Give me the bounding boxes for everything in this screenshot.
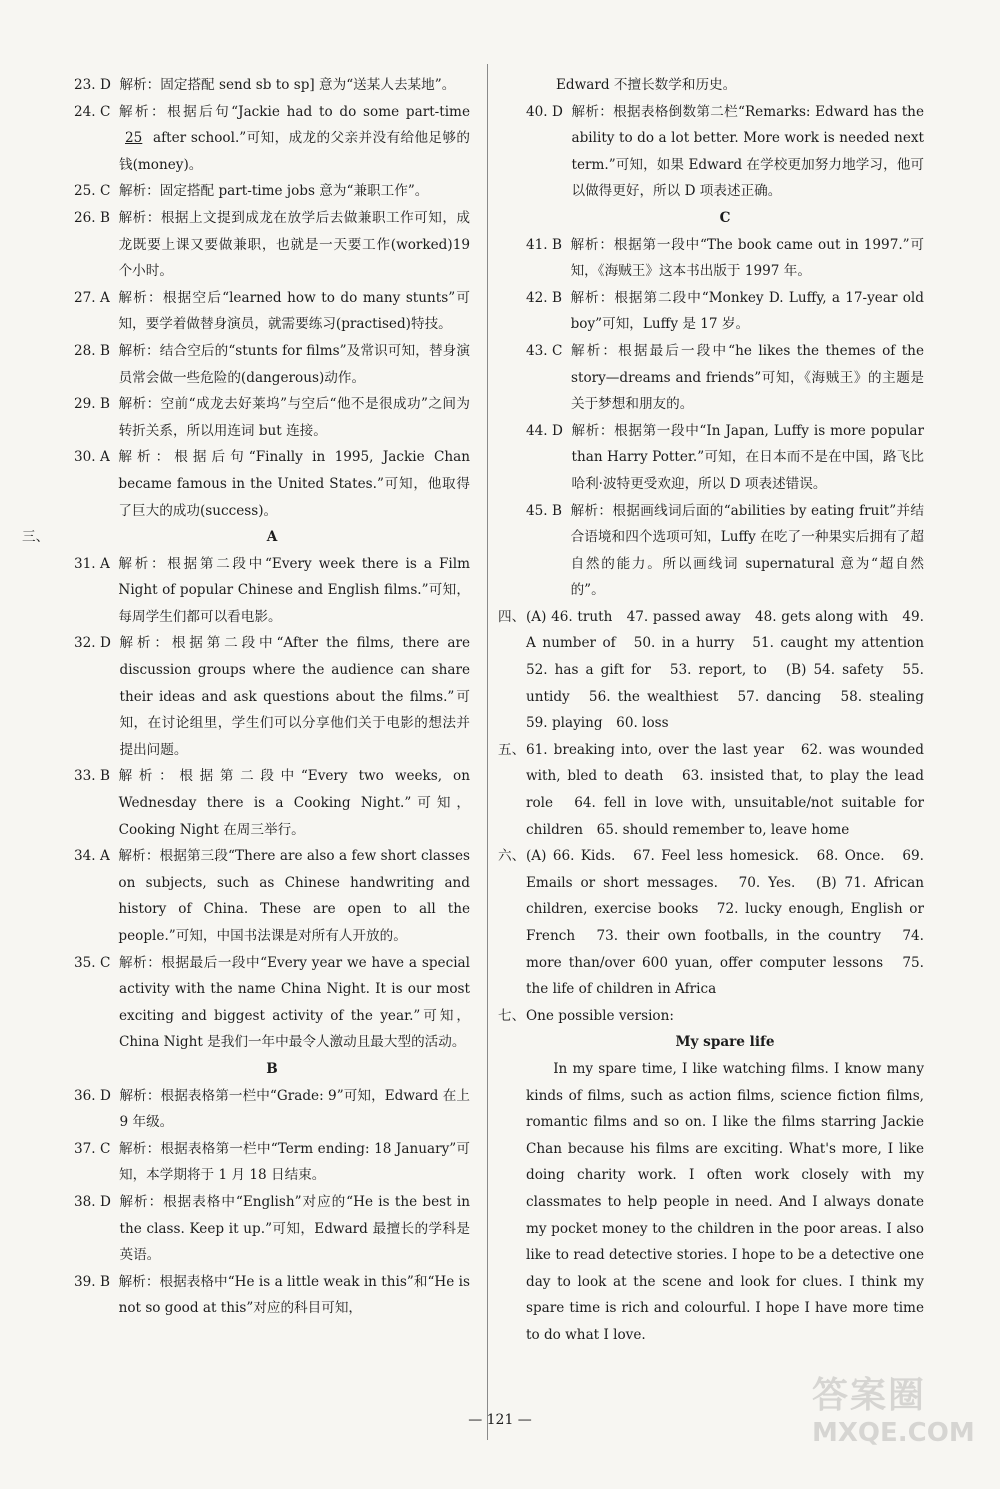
answer-item: 36. D 解析：根据表格第一栏中“Grade: 9”可知，Edward 在上 9 年级。 [74, 1087, 470, 1131]
answer-item: 44. D 解析：根据第一段中“In Japan, Luffy is more popular than Harry Potter.”可知，在日本而不是在中国，路飞比哈利·波特更受欢迎，所以 D 项表述错误。 [526, 422, 924, 492]
continuation-text: Edward 不擅长数学和历史。 [556, 77, 737, 93]
answer-item: 25. C 解析：固定搭配 part-time jobs 意为“兼职工作”。 [74, 183, 429, 200]
essay-title: My spare life [675, 1034, 775, 1051]
watermark-logo [812, 1375, 982, 1473]
answer-item: 45. B 解析：根据画线词后面的“abilities by eating fruit”并结合语境和四个选项可知，Luffy 在吃了一种果实后拥有了超自然的能力。所以画线词 supernatural 意为“超自然的”。 [526, 502, 924, 599]
heading-c: C [719, 209, 731, 226]
answer-item: 31. A 解析：根据第二段中“Every week there is a Film Night of popular Chinese and English films.”可知，每周学生们都可以看电影。 [74, 555, 470, 625]
essay-body: In my spare time, I like watching films. I know many kinds of films, such as action films, science fiction films, romantic films and so on. I like the films starring Jackie Chan because his films are exciting. What's more, I like doing charity work. I often work closely with my classmates to help people in need. And I always donate my pocket money to the children in the poor areas. I also like to read detective stories. I hope to be a detective one day to look at the scene and look for clues. I think my spare time is rich and colourful. I hope I have more time to do what I love. [526, 1060, 924, 1343]
answer-item: 30. A 解析：根据后句“Finally in 1995, Jackie Chan became famous in the United States.”可知，他取得了巨大的成功(success)。 [74, 449, 470, 519]
answer-item: 23. D 解析：固定搭配 send sb to sp] 意为“送某人去某地”。 [74, 77, 456, 93]
answer-item: 24. C 解析：根据后句“Jackie had to do some part-time 25 after school.”可知，成龙的父亲并没有给他足够的钱(money)。 [74, 103, 470, 173]
answer-item: 29. B 解析：空前“成龙去好莱坞”与空后“他不是很成功”之间为转折关系，所以用连词 but 连接。 [74, 396, 470, 439]
section-label: 五、 [498, 741, 526, 758]
column-divider [487, 64, 488, 1440]
answer-item: 34. A 解析：根据第三段“There are also a few short classes on subjects, such as Chinese handwriting and history of China. These are open to all the people.”可知，中国书法课是对所有人开放的。 [74, 848, 470, 944]
section-label: 三、 [22, 529, 50, 546]
right-column [498, 72, 938, 1349]
answer-item: 27. A 解析：根据空后“learned how to do many stunts”可知，要学着做替身演员，就需要练习(practised)特技。 [74, 289, 470, 333]
heading-b: B [266, 1060, 278, 1077]
heading-a: A [266, 529, 278, 546]
answer-item: 39. B 解析：根据表格中“He is a little weak in this”和“He is not so good at this”对应的科目可知， [74, 1273, 470, 1317]
section-label: 六、 [498, 848, 526, 865]
watermark-top-text: 答案圈 [812, 1375, 927, 1416]
answer-item: 42. B 解析：根据第二段中“Monkey D. Luffy, a 17-year old boy”可知，Luffy 是 17 岁。 [526, 289, 924, 333]
answer-item: 43. C 解析：根据最后一段中“he likes the themes of the story—dreams and friends”可知，《海贼王》的主题是关于梦想和朋友的。 [526, 342, 924, 413]
section-label: 四、 [498, 608, 526, 625]
section-4: 四、 (A) 46. truth 47. passed away 48. gets along with 49. A number of 50. in a hurry 51. caught my attention 52. has a gift for 53. report, to (B) 54. safety 55. untidy 56. the wealthiest 57. dancing 58. stealing 59. playing 60. loss [498, 604, 924, 737]
section-3-header [22, 524, 470, 551]
answer-item: 40. D 解析：根据表格倒数第二栏“Remarks: Edward has the ability to do a lot better. More work is needed next term.”可知，如果 Edward 在学校更加努力地学习，他可以做得更好，所以 D 项表述正确。 [526, 103, 924, 200]
section-label: 七、 [498, 1007, 526, 1024]
section-7: 七、 One possible version: [498, 1003, 924, 1030]
left-column [22, 72, 470, 1322]
answer-item: 32. D 解析：根据第二段中“After the films, there are discussion groups where the audience can share their ideas and ask questions about the films.”可知，在讨论组里，学生们可以分享他们关于电影的想法并提出问题。 [74, 635, 470, 758]
answer-item: 35. C 解析：根据最后一段中“Every year we have a special activity with the name China Night. It is our most exciting and biggest activity of the year.”可知，China Night 是我们一年中最令人激动且最大型的活动。 [74, 954, 470, 1051]
watermark-bottom-text: MXQE.COM [812, 1417, 975, 1448]
section-5: 五、 61. breaking into, over the last year 62. was wounded with, bled to death 63. insisted that, to play the lead role 64. fell in love with, unsuitable/not suitable for children 65. should remember to, leave home [498, 737, 924, 843]
page-number: — 121 — [468, 1412, 532, 1428]
answer-item: 33. B 解析：根据第二段中“Every two weeks, on Wednesday there is a Cooking Night.”可知，Cooking Night 在周三举行。 [74, 768, 470, 838]
section-6: 六、 (A) 66. Kids. 67. Feel less homesick. 68. Once. 69. Emails or short messages. 70. Yes. (B) 71. African children, exercise books 72. lucky enough, English or French 73. their own footballs, in the country 74. more than/over 600 yuan, offer computer lessons 75. the life of children in Africa [498, 843, 924, 1003]
answer-item: 41. B 解析：根据第一段中“The book came out in 1997.”可知，《海贼王》这本书出版于 1997 年。 [526, 236, 924, 280]
answer-item: 28. B 解析：结合空后的“stunts for films”及常识可知，替身演员常会做一些危险的(dangerous)动作。 [74, 342, 470, 386]
answer-item: 38. D 解析：根据表格中“English”对应的“He is the best in the class. Keep it up.”可知，Edward 最擅长的学科是英语。 [74, 1193, 470, 1264]
answer-item: 26. B 解析：根据上文提到成龙在放学后去做兼职工作可知，成龙既要上课又要做兼职，也就是一天要工作(worked)19 个小时。 [74, 209, 470, 280]
blank-25: 25 [125, 130, 143, 147]
answer-item: 37. C 解析：根据表格第一栏中“Term ending: 18 January”可知，本学期将于 1 月 18 日结束。 [74, 1140, 470, 1184]
